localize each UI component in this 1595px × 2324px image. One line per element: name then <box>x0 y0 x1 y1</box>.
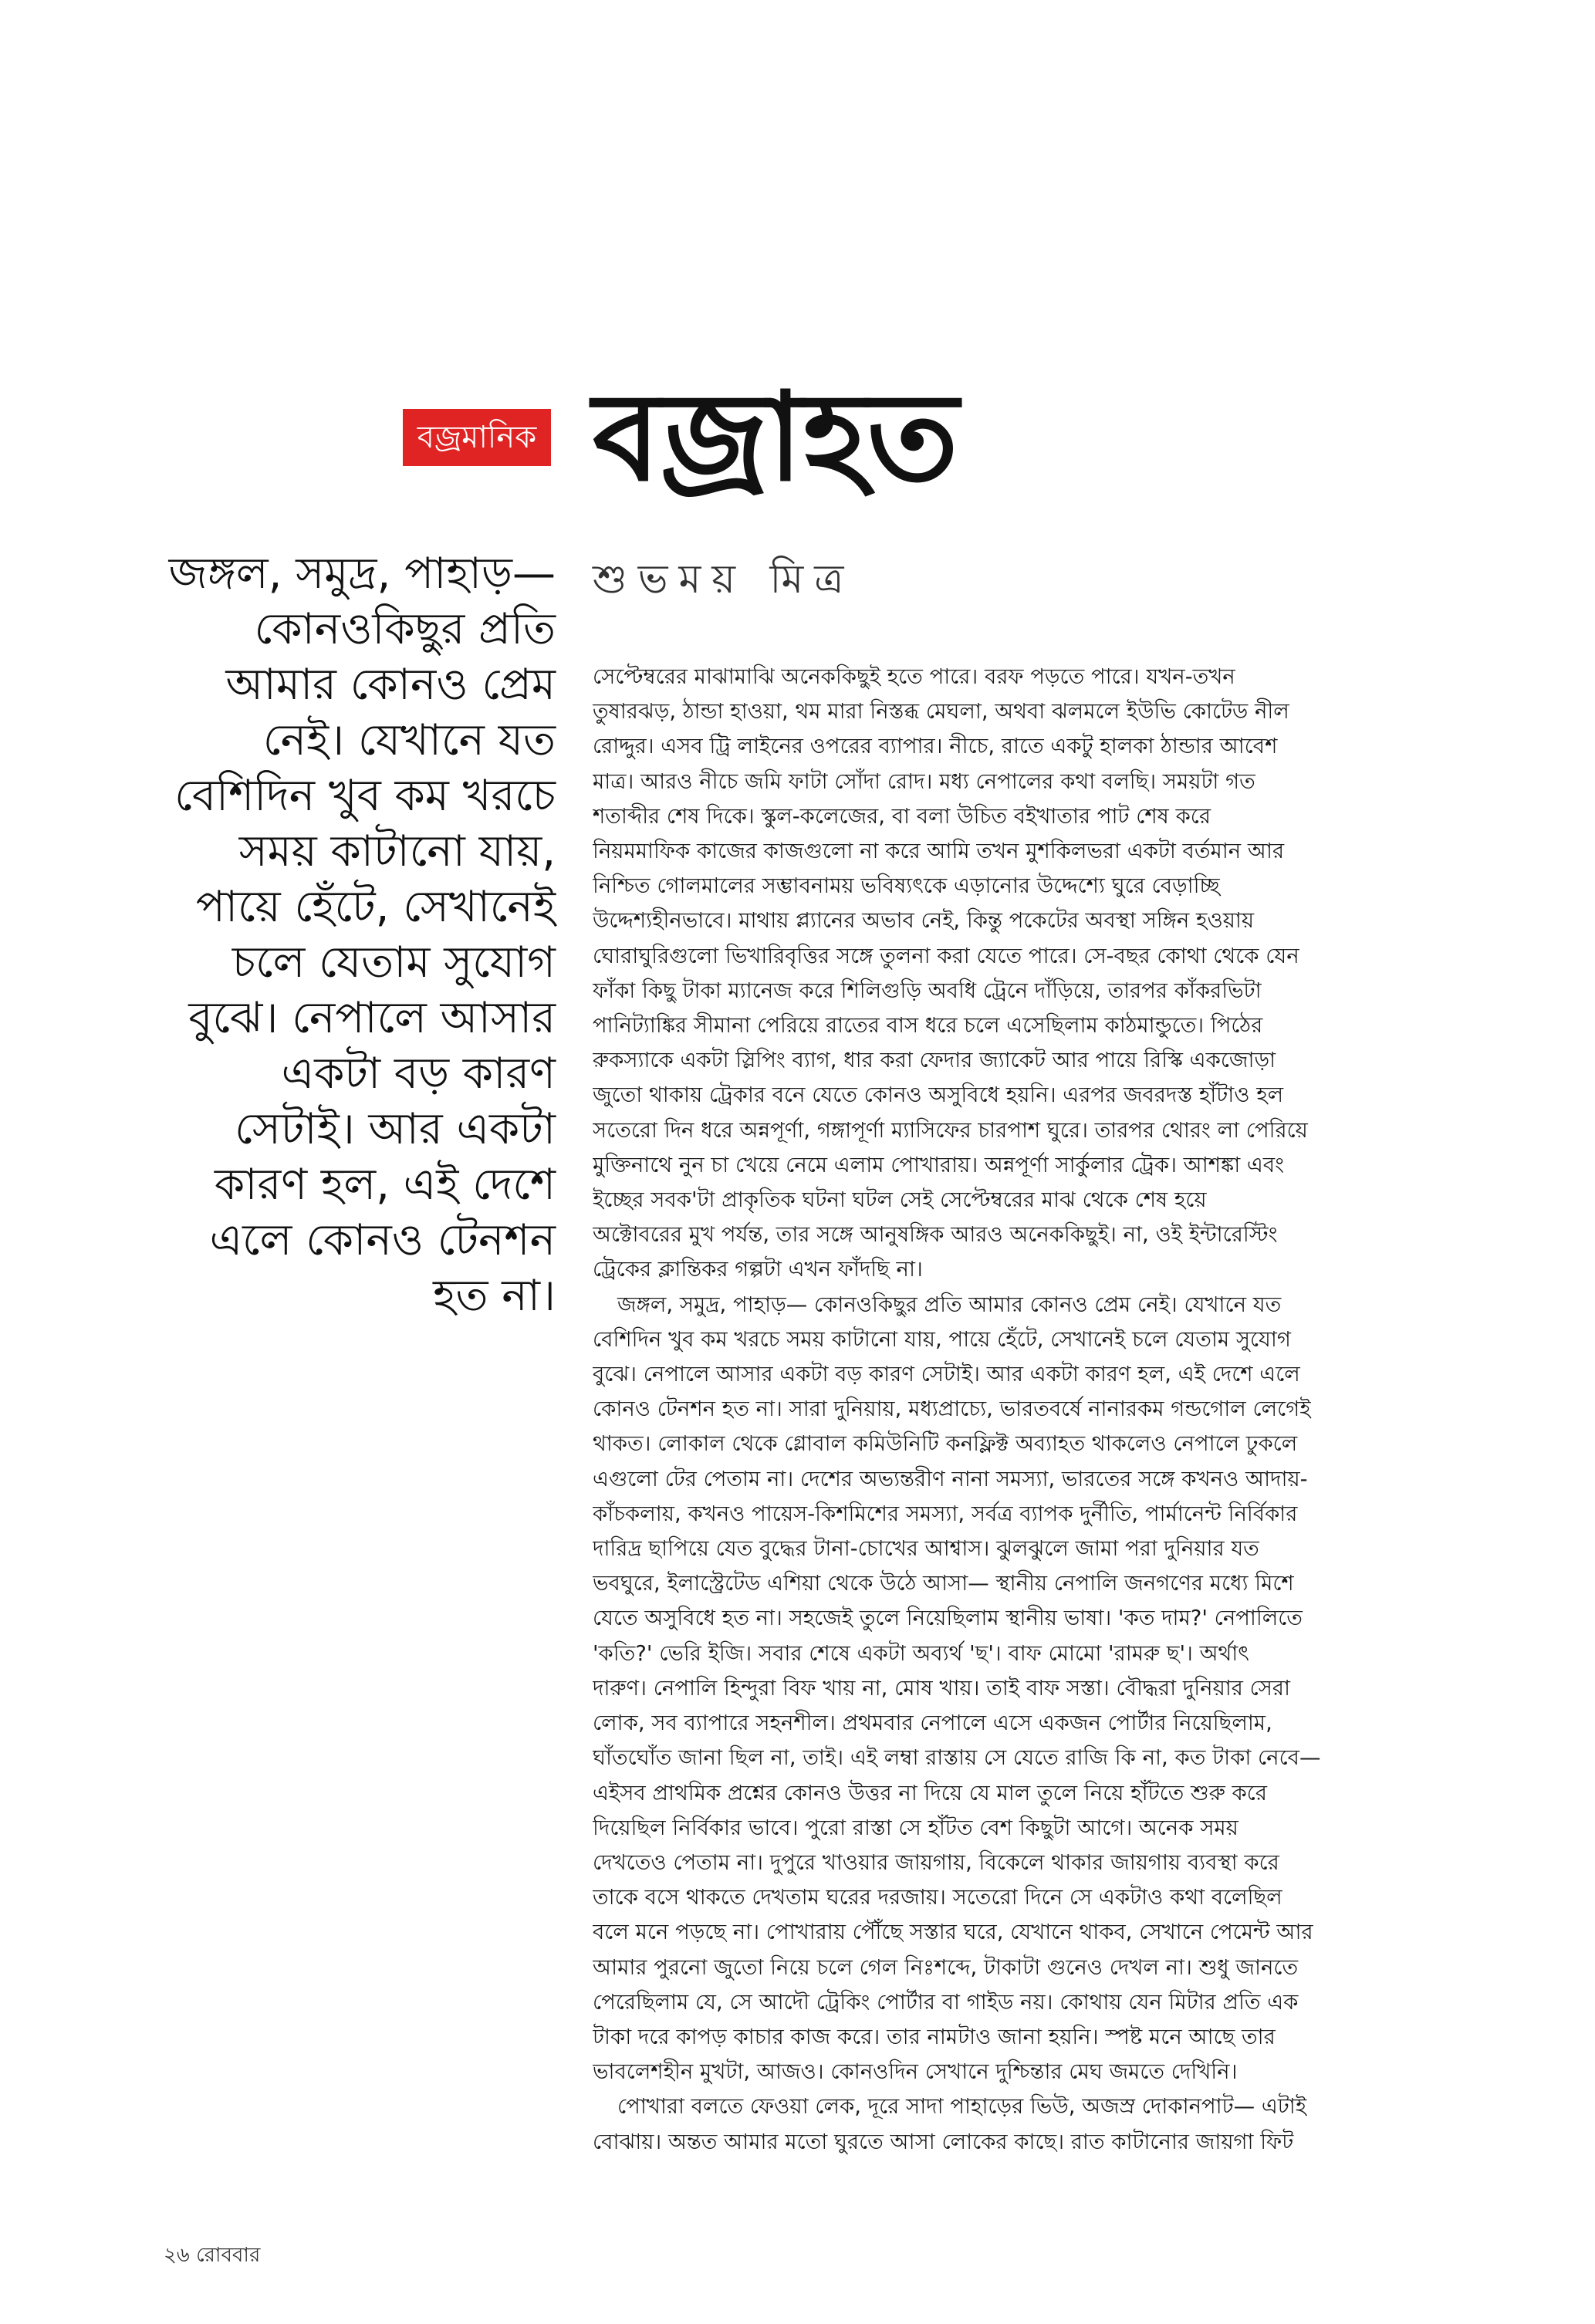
body-line: বোঝায়। অন্তত আমার মতো ঘুরতে আসা লোকের কাছে। রাত কাটানোর জায়গা ফিট <box>593 2129 1294 2154</box>
pull-quote <box>166 546 556 1324</box>
body-line: বলে মনে পড়ছে না। পোখারায় পৌঁছে সস্তার ঘরে, যেখানে থাকব, সেখানে পেমেন্ট আর <box>593 1920 1313 1945</box>
pull-quote-line: কোনওকিছুর প্রতি <box>254 604 556 654</box>
body-line: যেতে অসুবিধে হত না। সহজেই তুলে নিয়েছিলাম স্থানীয় ভাষা। 'কত দাম?' নেপালিতে <box>593 1606 1303 1631</box>
pull-quote-line: হত না। <box>433 1271 556 1321</box>
body-line: ট্রেকের ক্লান্তিকর গল্পটা এখন ফাঁদছি না। <box>593 1257 923 1282</box>
body-line: রুকস্যাকে একটা স্লিপিং ব্যাগ, ধার করা ফেদার জ্যাকেট আর পায়ে রিস্কি একজোড়া <box>593 1048 1276 1073</box>
pull-quote-line: নেই। যেখানে যত <box>262 715 556 765</box>
body-line: ঘোরাঘুরিগুলো ভিখারিবৃত্তির সঙ্গে তুলনা করা যেতে পারে। সে-বছর কোথা থেকে যেন <box>593 943 1299 968</box>
body-line: মুক্তিনাথে নুন চা খেয়ে নেমে এলাম পোখারায়। অন্নপূর্ণা সার্কুলার ট্রেক। আশঙ্কা এবং <box>593 1152 1284 1177</box>
pull-quote-line: এলে কোনও টেনশন <box>209 1215 556 1265</box>
body-line: 'কতি?' ভেরি ইজি। সবার শেষে একটা অব্যর্থ 'ছ'। বাফ মোমো 'রামরু ছ'। অর্থাৎ <box>593 1640 1249 1666</box>
body-line: ভাবলেশহীন মুখটা, আজও। কোনওদিন সেখানে দুশ্চিন্তার মেঘ জমতে দেখিনি। <box>593 2059 1238 2085</box>
body-line: অক্টোবরের মুখ পর্যন্ত, তার সঙ্গে আনুষঙ্গিক আরও অনেককিছুই। না, ওই ইন্টারেস্টিং <box>593 1222 1278 1248</box>
pull-quote-line: সেটাই। আর একটা <box>235 1104 556 1154</box>
pull-quote-line: জঙ্গল, সমুদ্র, পাহাড়— <box>168 549 556 599</box>
pull-quote-line: আমার কোনও প্রেম <box>225 660 556 710</box>
body-line: উদ্দেশ্যহীনভাবে। মাথায় প্ল্যানের অভাব নেই, কিন্তু পকেটের অবস্থা সঙ্গিন হওয়ায় <box>593 908 1255 934</box>
body-line: কোনও টেনশন হত না। সারা দুনিয়ায়, মধ্যপ্রাচ্যে, ভারতবর্ষে নানারকম গন্ডগোল লেগেই <box>593 1397 1311 1422</box>
body-line: রোদ্দুর। এসব ট্রি লাইনের ওপরের ব্যাপার। নীচে, রাতে একটু হালকা ঠান্ডার আবেশ <box>593 734 1278 759</box>
pull-quote-line: একটা বড় কারণ <box>281 1049 556 1099</box>
body-line: থাকত। লোকাল থেকে গ্লোবাল কমিউনিটি কনফ্লিক্ট অব্যাহত থাকলেও নেপালে ঢুকলে <box>593 1431 1298 1457</box>
body-line: জঙ্গল, সমুদ্র, পাহাড়— কোনওকিছুর প্রতি আমার কোনও প্রেম নেই। যেখানে যত <box>617 1292 1282 1317</box>
body-line: পেরেছিলাম যে, সে আদৌ ট্রেকিং পোর্টার বা গাইড নয়। কোথায় যেন মিটার প্রতি এক <box>593 1989 1299 2015</box>
section-badge: বজ্রমানিক <box>403 409 551 466</box>
pull-quote-line: সময় কাটানো যায়, <box>238 826 556 877</box>
body-line: দেখতেও পেতাম না। দুপুরে খাওয়ার জায়গায়, বিকেলে থাকার জায়গায় ব্যবস্থা করে <box>593 1849 1279 1875</box>
pull-quote-line: চলে যেতাম সুযোগ <box>231 937 556 988</box>
page-folio: ২৬ রোববার <box>164 2244 261 2267</box>
body-line: নিয়মমাফিক কাজের কাজগুলো না করে আমি তখন মুশকিলভরা একটা বর্তমান আর <box>593 839 1285 864</box>
body-line: লোক, সব ব্যাপারে সহনশীল। প্রথমবার নেপালে এসে একজন পোর্টার নিয়েছিলাম, <box>593 1711 1272 1736</box>
body-line: আমার পুরনো জুতো নিয়ে চলে গেল নিঃশব্দে, টাকাটা গুনেও দেখল না। শুধু জানতে <box>593 1954 1299 1980</box>
body-line: সতেরো দিন ধরে অন্নপূর্ণা, গঙ্গাপূর্ণা ম্যাসিফের চারপাশ ঘুরে। তারপর থোরং লা পেরিয়ে <box>593 1117 1308 1143</box>
body-line: বুঝে। নেপালে আসার একটা বড় কারণ সেটাই। আর একটা কারণ হল, এই দেশে এলে <box>593 1362 1300 1387</box>
author-byline: শুভময় মিত্র <box>593 556 855 603</box>
body-line: শতাব্দীর শেষ দিকে। স্কুল-কলেজের, বা বলা উচিত বইখাতার পাট শেষ করে <box>593 803 1211 829</box>
pull-quote-line: কারণ হল, এই দেশে <box>215 1160 556 1210</box>
body-line: তুষারঝড়, ঠান্ডা হাওয়া, থম মারা নিস্তব্ধ মেঘলা, অথবা ঝলমলে ইউভি কোটেড নীল <box>593 699 1289 725</box>
pull-quote-line: বুঝে। নেপালে আসার <box>188 993 556 1043</box>
pull-quote-line: বেশিদিন খুব কম খরচে <box>174 771 556 821</box>
body-line: টাকা দরে কাপড় কাচার কাজ করে। তার নামটাও জানা হয়নি। স্পষ্ট মনে আছে তার <box>593 2024 1276 2049</box>
body-line: নিশ্চিত গোলমালের সম্ভাবনাময় ভবিষ্যৎকে এড়ানোর উদ্দেশ্যে ঘুরে বেড়াচ্ছি <box>593 873 1220 899</box>
body-line: কাঁচকলায়, কখনও পায়েস-কিশমিশের সমস্যা, সর্বত্র ব্যাপক দুর্নীতি, পার্মানেন্ট নির্বিকার <box>593 1501 1298 1526</box>
body-line: দিয়েছিল নির্বিকার ভাবে। পুরো রাস্তা সে হাঁটত বেশ কিছুটা আগে। অনেক সময় <box>593 1815 1238 1840</box>
body-line: দারুণ। নেপালি হিন্দুরা বিফ খায় না, মোষ খায়। তাই বাফ সস্তা। বৌদ্ধরা দুনিয়ার সেরা <box>593 1675 1291 1701</box>
pull-quote-line: পায়ে হেঁটে, সেখানেই <box>195 882 556 932</box>
body-line: ঘাঁতঘোঁত জানা ছিল না, তাই। এই লম্বা রাস্তায় সে যেতে রাজি কি না, কত টাকা নেবে— <box>593 1745 1321 1771</box>
body-line: ইচ্ছের সবক'টা প্রাকৃতিক ঘটনা ঘটল সেই সেপ্টেম্বরের মাঝ থেকে শেষ হয়ে <box>593 1187 1207 1213</box>
body-line: দারিদ্র ছাপিয়ে যেত বুদ্ধের টানা-চোখের আশ্বাস। ঝুলঝুলে জামা পরা দুনিয়ার যত <box>593 1536 1259 1562</box>
body-line: সেপ্টেম্বরের মাঝামাঝি অনেককিছুই হতে পারে। বরফ পড়তে পারে। যখন-তখন <box>593 664 1235 689</box>
body-line: ফাঁকা কিছু টাকা ম্যানেজ করে শিলিগুড়ি অবধি ট্রেনে দাঁড়িয়ে, তারপর কাঁকরভিটা <box>593 978 1262 1003</box>
body-line: পোখারা বলতে ফেওয়া লেক, দূরে সাদা পাহাড়ের ভিউ, অজস্র দোকানপাট— এটাই <box>617 2094 1307 2120</box>
body-line: জুতো থাকায় ট্রেকার বনে যেতে কোনও অসুবিধে হয়নি। এরপর জবরদস্ত হাঁটাও হল <box>593 1083 1284 1108</box>
body-line: ভবঘুরে, ইলাস্ট্রেটেড এশিয়া থেকে উঠে আসা— স্থানীয় নেপালি জনগণের মধ্যে মিশে <box>593 1571 1294 1596</box>
body-line: এগুলো টের পেতাম না। দেশের অভ্যন্তরীণ নানা সমস্যা, ভারতের সঙ্গে কখনও আদায়- <box>593 1466 1308 1491</box>
body-line: বেশিদিন খুব কম খরচে সময় কাটানো যায়, পায়ে হেঁটে, সেখানেই চলে যেতাম সুযোগ <box>593 1326 1291 1352</box>
article-title: বজ্রাহত <box>593 366 959 508</box>
body-line: এইসব প্রাথমিক প্রশ্নের কোনও উত্তর না দিয়ে যে মাল তুলে নিয়ে হাঁটতে শুরু করে <box>593 1780 1267 1805</box>
body-line: পানিট্যাঙ্কির সীমানা পেরিয়ে রাতের বাস ধরে চলে এসেছিলাম কাঠমান্ডুতে। পিঠের <box>593 1013 1263 1039</box>
article-body <box>593 660 1428 2160</box>
body-line: মাত্র। আরও নীচে জমি ফাটা সোঁদা রোদ। মধ্য নেপালের কথা বলছি। সময়টা গত <box>593 768 1255 794</box>
body-line: তাকে বসে থাকতে দেখতাম ঘরের দরজায়। সতেরো দিনে সে একটাও কথা বলেছিল <box>593 1885 1282 1910</box>
